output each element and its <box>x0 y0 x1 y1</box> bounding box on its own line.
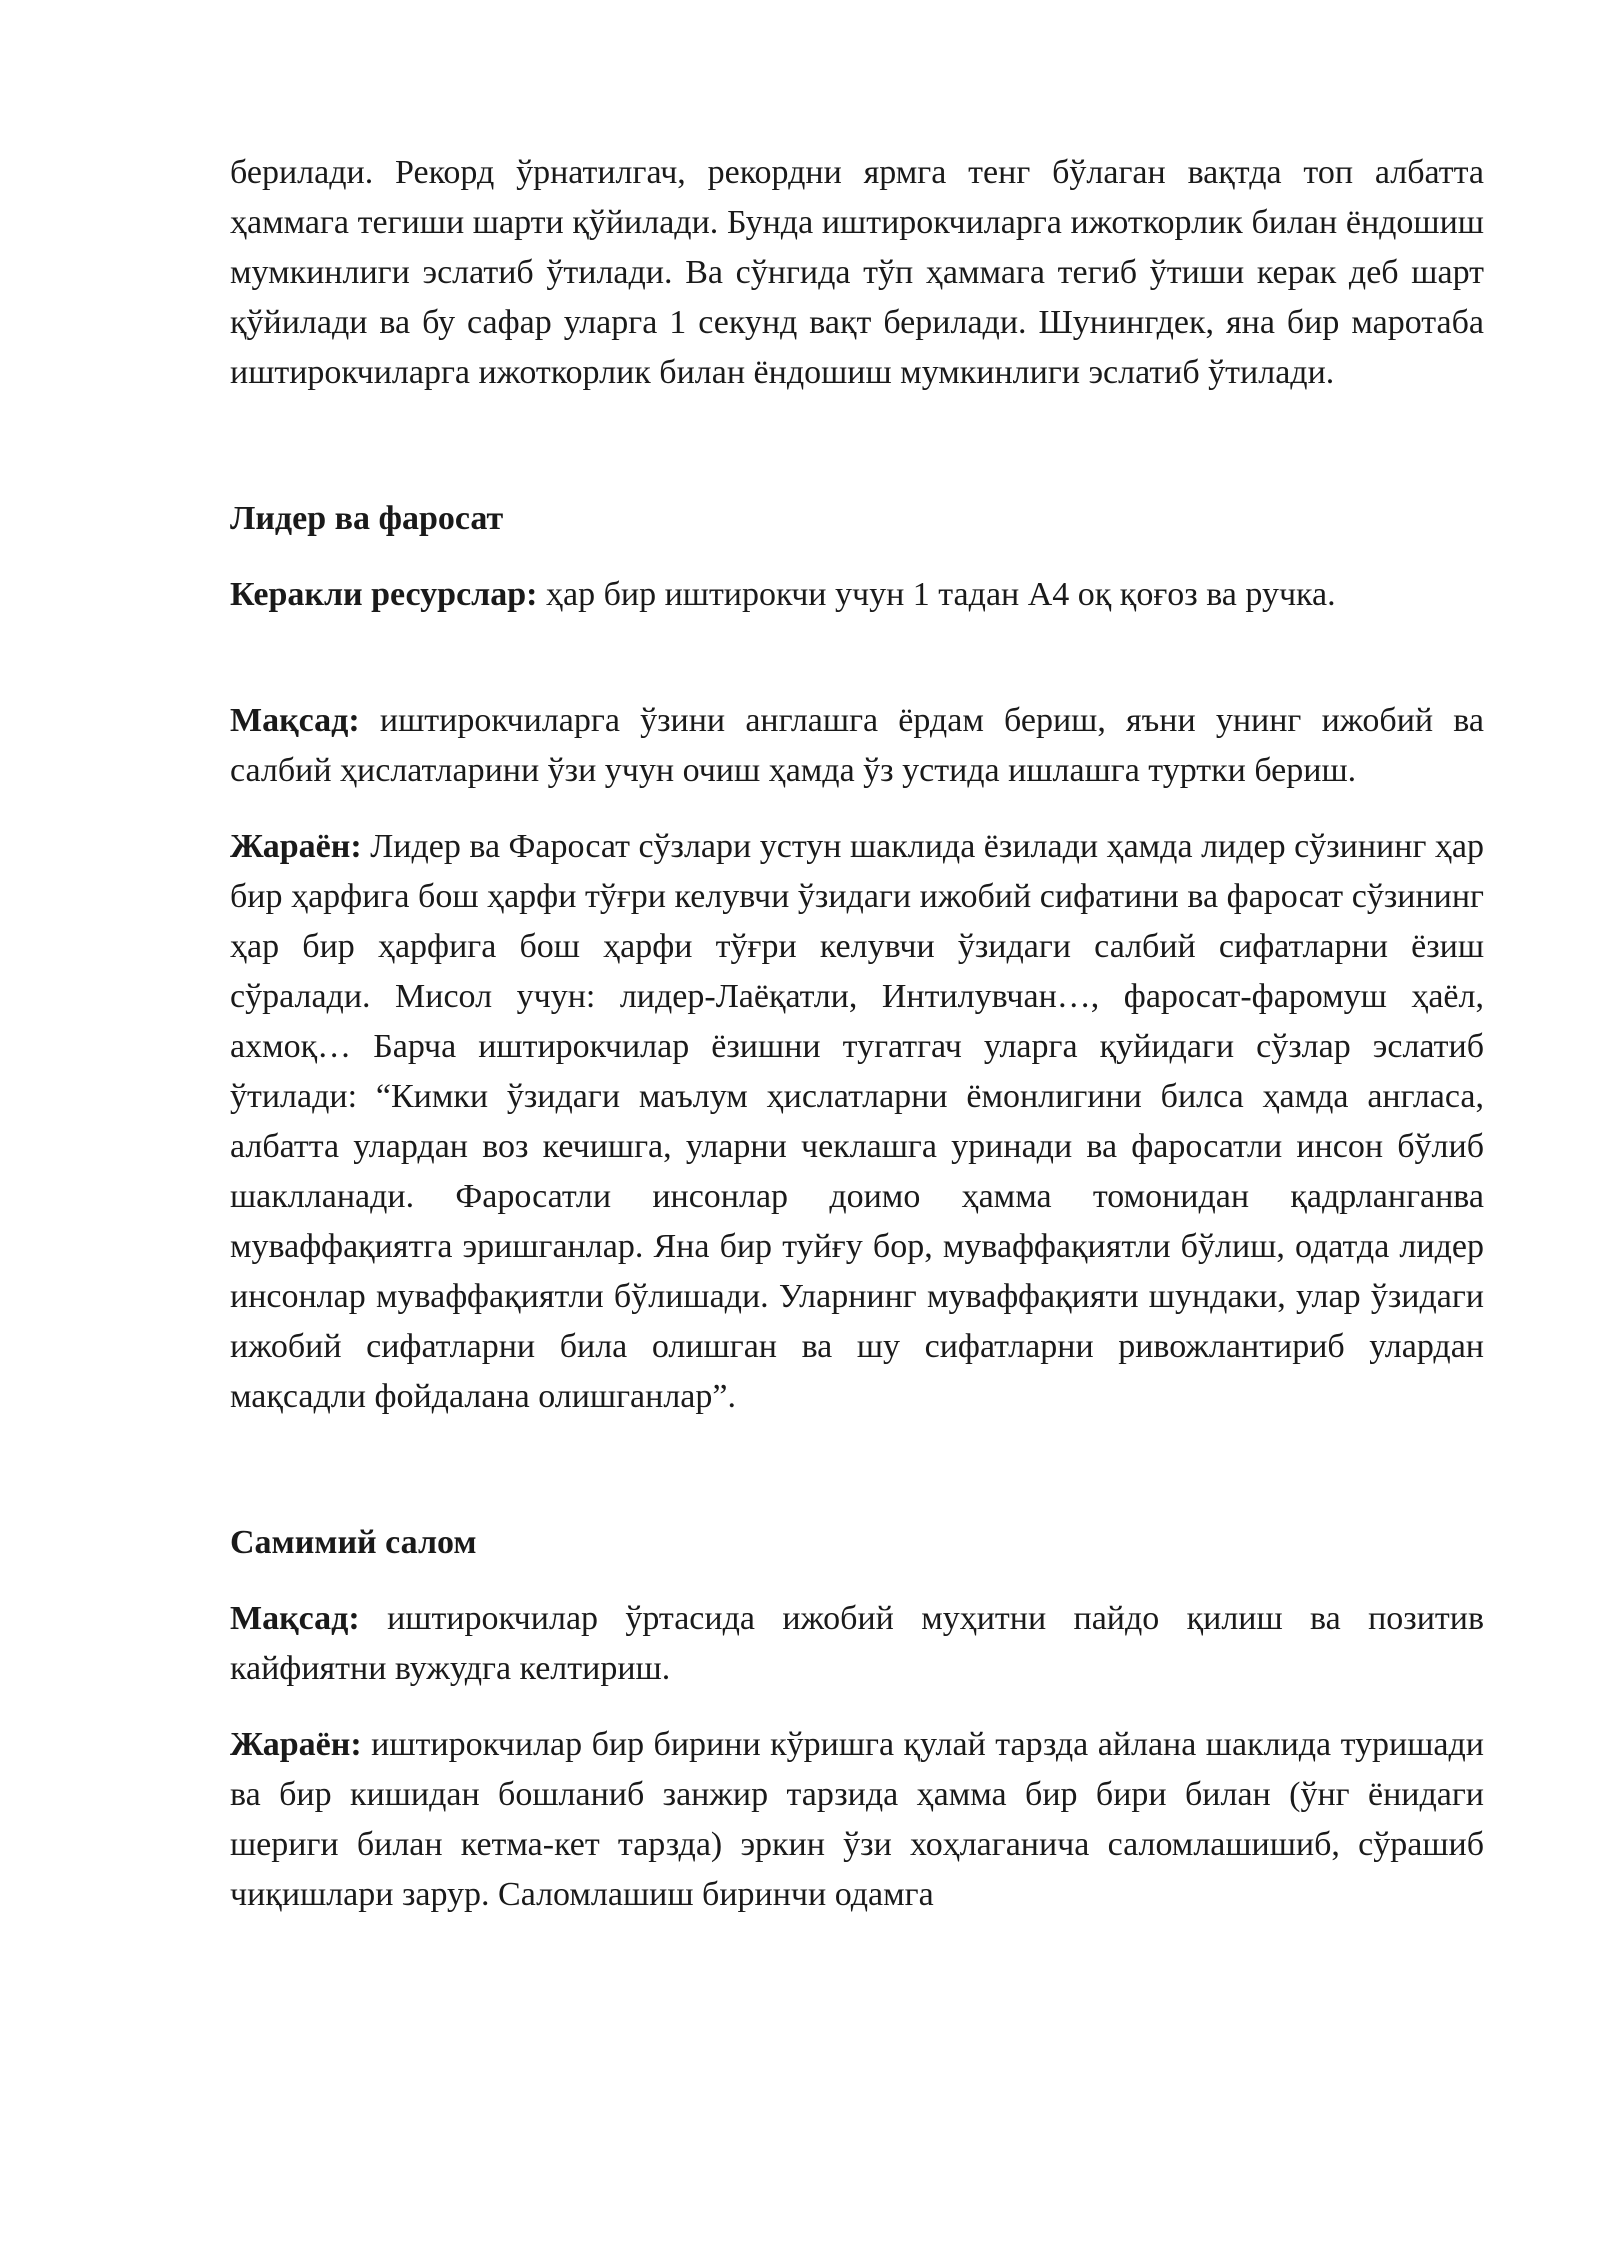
goal-label-2: Мақсад: <box>230 1600 360 1637</box>
section-title-greeting: Самимий салом <box>230 1524 477 1561</box>
process-text: Лидер ва Фаросат сўзлари устун шаклида ёзилади ҳамда лидер сўзининг ҳар бир ҳарфига бош ҳарфи тўғри келувчи ўзидаги ижобий сифатини ва фаросат сўзининг ҳар бир ҳарфига бош ҳарфи тўғри келувчи ўзидаги салбий сифатларни ёзиш сўралади. Мисол учун: лидер-Лаёқатли, Интилувчан…, фаросат-фаромуш ҳаёл, ахмоқ… Барча иштирокчилар ёзишни тугатгач уларга қуйидаги сўзлар эслатиб ўтилади: “Кимки ўзидаги маълум ҳислатларни ёмонлигини билса ҳамда англаса, албатта улардан воз кечишга, уларни чеклашга уринади ва фаросатли инсон бўлиб шаклланади. Фаросатли инсонлар доимо ҳамма томонидан қадрланганва муваффақиятга эришганлар. Яна бир туйғу бор, муваффақиятли бўлиш, одатда лидер инсонлар муваффақиятли бўлишади. Уларнинг муваффақияти шундаки, улар ўзидаги ижобий сифатларни била олишган ва шу сифатларни ривожлантириб улардан мақсадли фойдалана олишганлар”. <box>230 828 1484 1415</box>
section-title-leader: Лидер ва фаросат <box>230 500 504 537</box>
process-label-2: Жараён: <box>230 1726 362 1763</box>
intro-paragraph: берилади. Рекорд ўрнатилгач, рекордни ярмга тенг бўлаган вақтда топ албатта ҳаммага тегиши шарти қўйилади. Бунда иштирокчиларга ижоткорлик билан ёндошиш мумкинлиги эслатиб ўтилади. Ва сўнгида тўп ҳаммага тегиб ўтиши керак деб шарт қўйилади ва бу сафар уларга 1 секунд вақт берилади. Шунингдек, яна бир маротаба иштирокчиларга ижоткорлик билан ёндошиш мумкинлиги эслатиб ўтилади. <box>230 154 1484 391</box>
goal-paragraph-2 <box>230 1594 1484 1694</box>
process-text-2: иштирокчилар бир бирини кўришга қулай тарзда айлана шаклида туришади ва бир кишидан бошланиб занжир тарзида ҳамма бир бири билан (ўнг ёнидаги шериги билан кетма-кет тарзда) эркин ўзи хоҳлаганича саломлашишиб, сўрашиб чиқишлари зарур. Саломлашиш биринчи одамга <box>230 1726 1484 1913</box>
process-label: Жараён: <box>230 828 362 865</box>
goal-text-2: иштирокчилар ўртасида ижобий муҳитни пайдо қилиш ва позитив кайфиятни вужудга келтириш. <box>230 1600 1484 1687</box>
resources-label: Керакли ресурслар: <box>230 576 538 613</box>
process-paragraph-2 <box>230 1720 1484 1920</box>
process-paragraph <box>230 822 1484 1422</box>
document-page <box>230 148 1484 1920</box>
goal-paragraph <box>230 696 1484 796</box>
goal-label: Мақсад: <box>230 702 360 739</box>
resources-paragraph <box>230 570 1484 620</box>
goal-text: иштирокчиларга ўзини англашга ёрдам бериш, яъни унинг ижобий ва салбий ҳислатларини ўзи учун очиш ҳамда ўз устида ишлашга туртки бериш. <box>230 702 1484 789</box>
resources-text: ҳар бир иштирокчи учун 1 тадан А4 оқ қоғоз ва ручка. <box>537 576 1336 613</box>
